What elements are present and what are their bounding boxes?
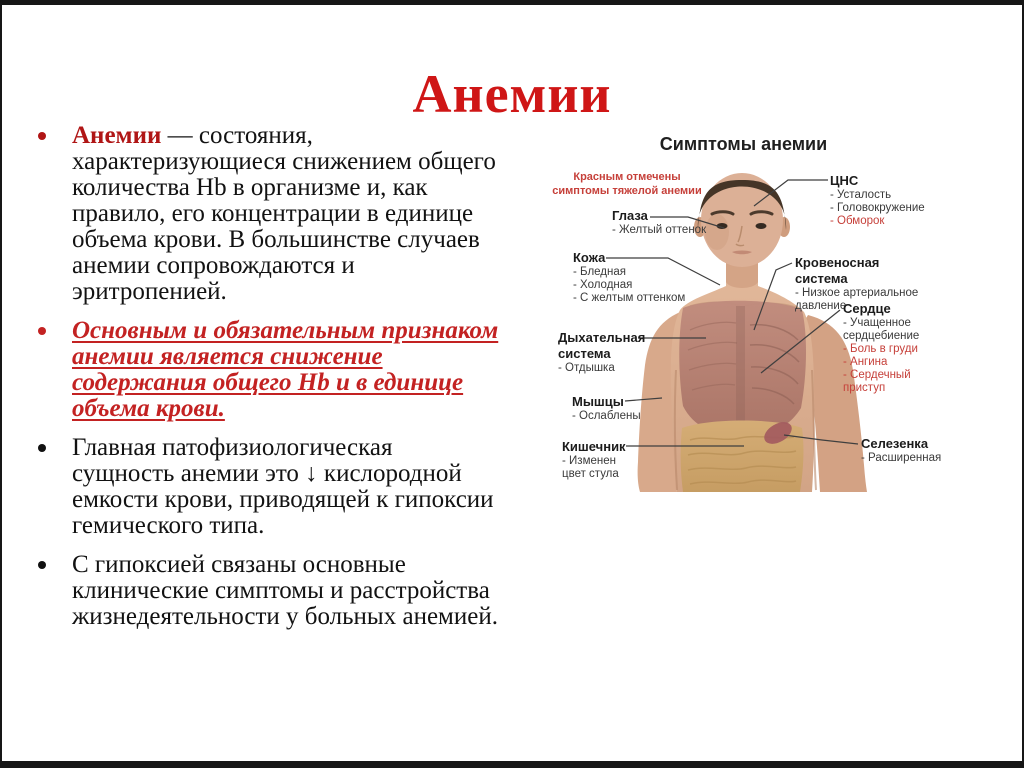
label-item: - Усталость — [830, 189, 892, 201]
label-group-intestine — [562, 439, 634, 481]
bullet-anemia-definition — [30, 123, 500, 305]
label-item: - Изменен цвет стула — [562, 455, 619, 480]
label-item-severe: - Обморок — [830, 215, 885, 227]
label-item: - Учащенное сердцебиение — [843, 317, 920, 342]
label-title: Глаза — [612, 208, 648, 223]
label-group-muscles — [572, 394, 682, 423]
bullet-lead-term: Анемии — [72, 122, 162, 149]
label-item: - Низкое артериальное давление — [795, 287, 919, 312]
label-title: Кожа — [573, 250, 606, 265]
label-title: Селезенка — [861, 436, 929, 451]
bullet-text-emphasized: Основным и обязательным признаком анемии является снижение содержания общего Hb и в единице объема крови. — [72, 317, 499, 422]
label-title: Мышцы — [572, 394, 624, 409]
page-title: Анемии — [412, 64, 612, 124]
label-group-heart — [843, 301, 941, 395]
label-item-severe: - Сердечный приступ — [843, 369, 911, 394]
label-item: - С желтым оттенком — [573, 292, 686, 304]
label-group-eyes — [612, 208, 722, 237]
label-item: - Отдышка — [558, 362, 615, 374]
label-item: - Желтый оттенок — [612, 224, 707, 236]
label-title: ЦНС — [830, 173, 859, 188]
label-title: Сердце — [843, 301, 891, 316]
label-item: - Бледная — [573, 266, 626, 278]
label-item: - Головокружение — [830, 202, 925, 214]
label-group-cns — [830, 173, 940, 228]
label-group-respiratory — [558, 330, 650, 375]
label-group-spleen — [861, 436, 971, 465]
note-line-2: симптомы тяжелой анемии — [552, 185, 702, 197]
bullet-text: — состояния, характеризующиеся снижением общего количества Hb в организме и, как правило, его концентрации в единице объема крови. В большинстве случаев анемии сопровождаются и эритропенией. — [72, 122, 496, 305]
label-item: - Расширенная — [861, 452, 942, 464]
label-item-severe: - Ангина — [843, 356, 888, 368]
bullet-text: Главная патофизиологическая сущность анемии это ↓ кислородной емкости крови, приводящей к гипоксии гемического типа. — [72, 434, 494, 539]
label-item: - Ослаблены — [572, 410, 641, 422]
label-item-severe: - Боль в груди — [843, 343, 918, 355]
symptoms-diagram — [530, 130, 1024, 542]
bullet-list — [30, 123, 500, 643]
label-group-skin — [573, 250, 703, 305]
label-title: Кишечник — [562, 439, 626, 454]
note-line-1: Красным отмечены — [573, 171, 681, 183]
diagram-title: Симптомы анемии — [659, 134, 828, 154]
bullet-pathophysiology — [30, 435, 500, 539]
label-title: Дыхательная система — [558, 330, 646, 361]
label-title: Кровеносная система — [795, 255, 880, 286]
label-item: - Холодная — [573, 279, 633, 291]
bullet-hypoxia-symptoms — [30, 552, 500, 630]
bullet-text: С гипоксией связаны основные клинические симптомы и расстройства жизнедеятельности у больных анемией. — [72, 551, 498, 630]
bullet-main-sign — [30, 318, 500, 422]
